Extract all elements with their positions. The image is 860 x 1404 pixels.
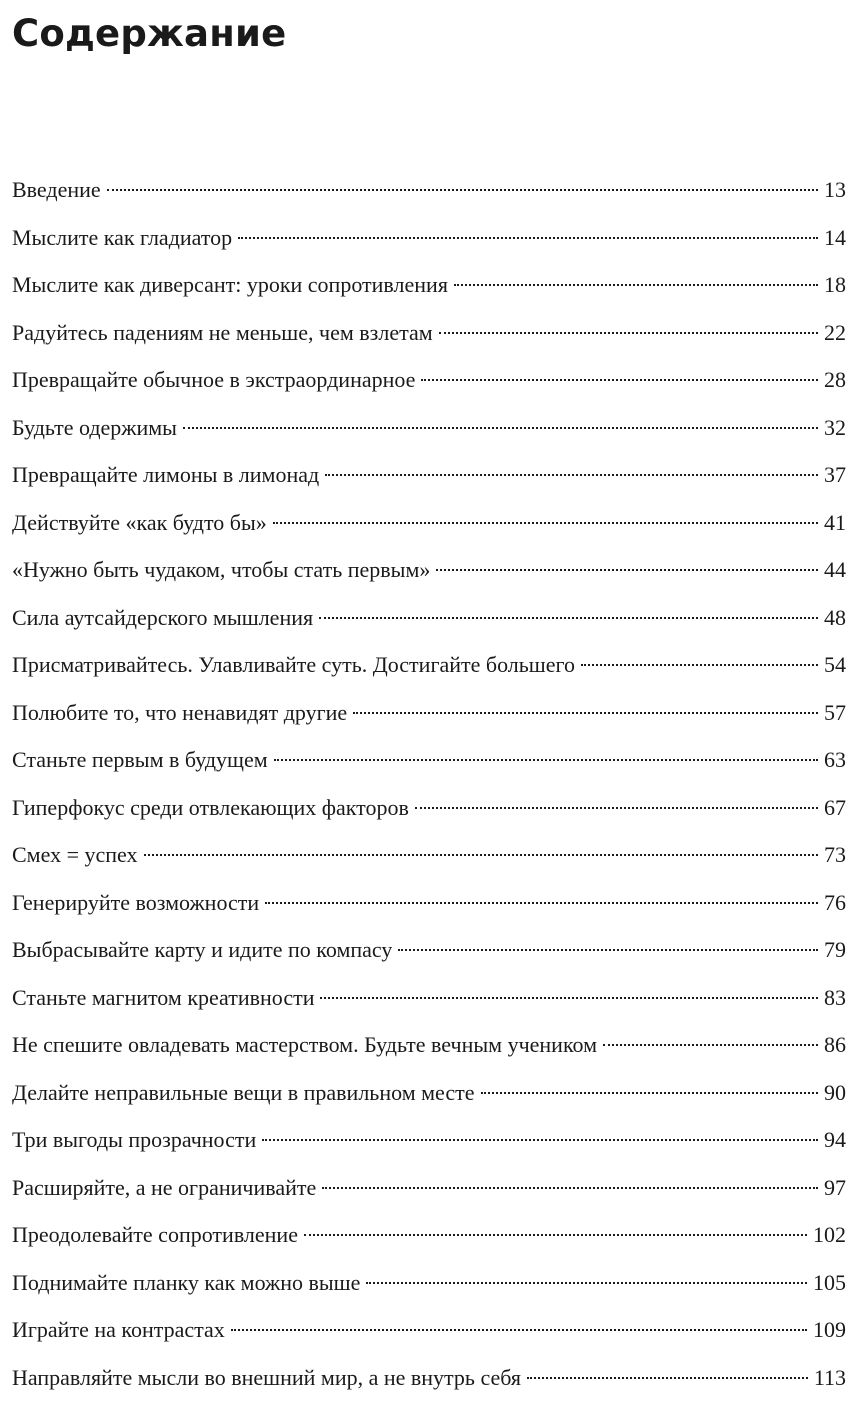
toc-entry — [12, 1023, 846, 1071]
toc-entry-title: Гиперфокус среди отвлекающих факторов — [12, 794, 409, 820]
dot-leader — [238, 237, 818, 239]
toc-entry-page-number: 44 — [824, 557, 846, 582]
toc-entry — [12, 976, 846, 1024]
toc-entry — [12, 691, 846, 739]
toc-entry — [12, 501, 846, 549]
toc-entry-page-number: 13 — [824, 177, 846, 202]
toc-entry-page-number: 97 — [824, 1174, 846, 1200]
toc-entry — [12, 786, 846, 834]
toc-entry — [12, 881, 846, 929]
toc-entry-title: Присматривайтесь. Улавливайте суть. Достигайте большего — [12, 652, 575, 677]
dot-leader — [454, 284, 818, 286]
toc-entry-page-number: 94 — [824, 1127, 846, 1152]
dot-leader — [262, 1139, 818, 1141]
toc-entry — [12, 1356, 846, 1404]
dot-leader — [527, 1377, 808, 1379]
toc-entry-page-number: 76 — [824, 889, 846, 915]
toc-entry-title: Генерируйте возможности — [12, 889, 260, 915]
toc-entry-page-number: 37 — [824, 462, 846, 487]
dot-leader — [304, 1234, 807, 1236]
dot-leader — [581, 664, 818, 666]
toc-entry-title: Станьте магнитом креативности — [12, 984, 315, 1010]
toc-entry — [12, 1308, 846, 1356]
toc-entry-title: «Нужно быть чудаком, чтобы стать первым» — [12, 557, 431, 582]
dot-leader — [398, 949, 818, 951]
toc-entry-page-number: 86 — [824, 1032, 846, 1057]
toc-entry-page-number: 90 — [824, 1079, 846, 1105]
page-title: Содержание — [12, 12, 287, 55]
toc-entry-page-number: 32 — [824, 414, 846, 440]
toc-entry-page-number: 105 — [813, 1269, 846, 1295]
toc-entry-title: Поднимайте планку как можно выше — [12, 1269, 361, 1295]
toc-entry-page-number: 109 — [813, 1317, 846, 1342]
toc-entry-title: Полюбите то, что ненавидят другие — [12, 699, 348, 725]
toc-entry-title: Смех = успех — [12, 842, 138, 867]
toc-entry-page-number: 41 — [824, 509, 846, 535]
toc-entry-page-number: 14 — [824, 224, 846, 250]
toc-entry-title: Направляйте мысли во внешний мир, а не внутрь себя — [12, 1364, 522, 1390]
toc-entry-page-number: 18 — [824, 272, 846, 297]
toc-entry — [12, 833, 846, 881]
dot-leader — [320, 997, 818, 999]
toc-entry-title: Введение — [12, 177, 101, 202]
dot-leader — [322, 1187, 818, 1189]
toc-entry — [12, 216, 846, 264]
toc-entry-title: Мыслите как гладиатор — [12, 224, 233, 250]
toc-entry — [12, 596, 846, 644]
toc-entry-title: Превращайте лимоны в лимонад — [12, 462, 320, 487]
toc-entry — [12, 548, 846, 596]
toc-entry-page-number: 22 — [824, 319, 846, 345]
toc-entry-page-number: 67 — [824, 794, 846, 820]
dot-leader — [144, 854, 819, 856]
toc-entry-title: Станьте первым в будущем — [12, 747, 268, 772]
toc-entry-title: Не спешите овладевать мастерством. Будьте вечным учеником — [12, 1032, 598, 1057]
toc-entry-title: Преодолевайте сопротивление — [12, 1222, 298, 1247]
toc-entry-page-number: 73 — [824, 842, 846, 867]
toc-entry-title: Три выгоды прозрачности — [12, 1127, 257, 1152]
toc-entry — [12, 1213, 846, 1261]
toc-entry-title: Будьте одержимы — [12, 414, 177, 440]
toc-entry — [12, 643, 846, 691]
dot-leader — [273, 522, 818, 524]
dot-leader — [436, 569, 818, 571]
dot-leader — [319, 617, 818, 619]
dot-leader — [183, 427, 818, 429]
dot-leader — [439, 332, 818, 334]
toc-entry-page-number: 79 — [824, 937, 846, 962]
toc-entry-page-number: 28 — [824, 367, 846, 392]
toc-entry-page-number: 57 — [824, 699, 846, 725]
toc-entry-title: Мыслите как диверсант: уроки сопротивления — [12, 272, 448, 297]
toc-entry — [12, 1118, 846, 1166]
dot-leader — [231, 1329, 807, 1331]
toc-entry-title: Превращайте обычное в экстраординарное — [12, 367, 416, 392]
toc-entry — [12, 168, 846, 216]
dot-leader — [325, 474, 818, 476]
toc-entry — [12, 358, 846, 406]
dot-leader — [366, 1282, 807, 1284]
toc-entry-title: Выбрасывайте карту и идите по компасу — [12, 937, 393, 962]
toc-entry-title: Радуйтесь падениям не меньше, чем взлетам — [12, 319, 433, 345]
dot-leader — [415, 807, 818, 809]
toc-entry-title: Действуйте «как будто бы» — [12, 509, 267, 535]
toc-entry-title: Сила аутсайдерского мышления — [12, 604, 314, 630]
toc-entry-title: Расширяйте, а не ограничивайте — [12, 1174, 317, 1200]
toc-entry — [12, 311, 846, 359]
dot-leader — [274, 759, 818, 761]
toc-entry-page-number: 83 — [824, 984, 846, 1010]
dot-leader — [353, 712, 818, 714]
dot-leader — [481, 1092, 819, 1094]
toc-entry — [12, 1166, 846, 1214]
toc-entry-page-number: 102 — [813, 1222, 846, 1247]
toc-entry — [12, 738, 846, 786]
dot-leader — [265, 902, 818, 904]
toc-entry-page-number: 54 — [824, 652, 846, 677]
dot-leader — [603, 1044, 818, 1046]
toc-entry-page-number: 48 — [824, 604, 846, 630]
toc-entry — [12, 1261, 846, 1309]
toc-entry — [12, 1071, 846, 1119]
dot-leader — [421, 379, 818, 381]
toc-entry — [12, 406, 846, 454]
toc-entry — [12, 263, 846, 311]
toc-entry-page-number: 113 — [813, 1364, 846, 1390]
toc-entry-page-number: 63 — [824, 747, 846, 772]
toc-entry-title: Делайте неправильные вещи в правильном месте — [12, 1079, 475, 1105]
toc-entry — [12, 928, 846, 976]
toc-entry — [12, 453, 846, 501]
toc-list — [12, 168, 846, 1403]
dot-leader — [107, 189, 818, 191]
toc-entry-title: Играйте на контрастах — [12, 1317, 225, 1342]
